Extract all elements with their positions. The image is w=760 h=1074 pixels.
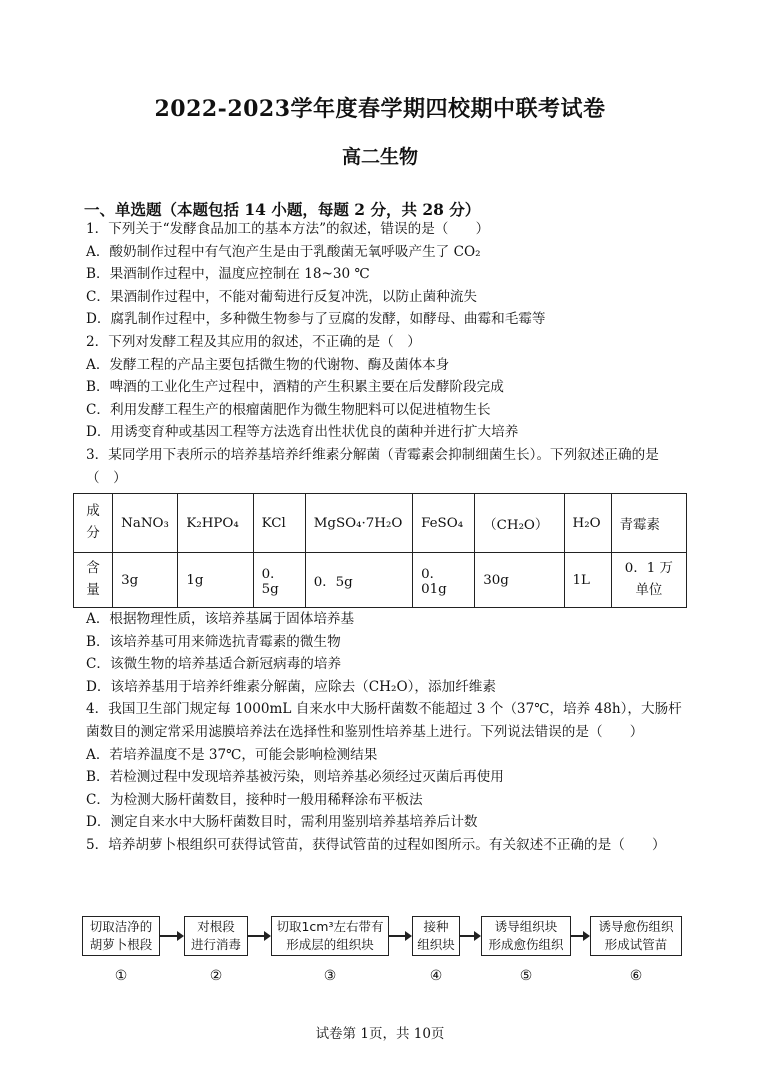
question-block-3-5 — [86, 608, 692, 857]
table-cell: 含量 — [74, 553, 113, 608]
question-3-stem-block — [86, 444, 692, 489]
flow-step-6: 诱导愈伤组织 形成试管苗 — [590, 916, 682, 956]
q4-option-d: D．测定自来水中大肠杆菌数目时，需利用鉴别培养基培养后计数 — [86, 814, 478, 831]
question-2-stem: 2．下列对发酵工程及其应用的叙述，不正确的是（ ） — [86, 333, 421, 350]
q1-option-c: C．果酒制作过程中，不能对葡萄进行反复冲洗，以防止菌种流失 — [86, 288, 478, 305]
q4-option-c: C．为检测大肠杆菌数目，接种时一般用稀释涂布平板法 — [86, 791, 423, 808]
q2-option-c: C．利用发酵工程生产的根瘤菌肥作为微生物肥料可以促进植物生长 — [86, 401, 491, 418]
q3-option-d: D．该培养基用于培养纤维素分解菌，应除去（CH₂O），添加纤维素 — [86, 678, 496, 695]
step-number: ③ — [323, 968, 337, 984]
step-number: ② — [209, 968, 223, 984]
step-number: ① — [114, 968, 128, 984]
section-heading: 一、单选题（本题包括 14 小题，每题 2 分，共 28 分） — [84, 200, 481, 219]
table-cell: 0．5g — [305, 553, 412, 608]
q1-option-b: B．果酒制作过程中，温度应控制在 18~30 ℃ — [86, 266, 370, 283]
q1-option-a: A．酸奶制作过程中有气泡产生是由于乳酸菌无氧呼吸产生了 CO₂ — [86, 243, 481, 260]
q4-option-a: A．若培养温度不是 37℃，可能会影响检测结果 — [86, 746, 378, 763]
flow-step-1: 切取洁净的 胡萝卜根段 — [82, 916, 160, 956]
q2-option-b: B．啤酒的工业化生产过程中，酒精的产生积累主要在后发酵阶段完成 — [86, 379, 504, 396]
table-cell: 青霉素 — [611, 494, 686, 553]
q4-option-b: B．若检测过程中发现培养基被污染，则培养基必须经过灭菌后再使用 — [86, 769, 504, 786]
exam-title: 2022-2023学年度春学期四校期中联考试卷 — [154, 96, 606, 122]
table-cell: H₂O — [564, 494, 611, 553]
flow-step-4: 接种 组织块 — [412, 916, 460, 956]
tissue-culture-flowchart — [82, 916, 682, 996]
table-cell: 0．01g — [413, 553, 475, 608]
question-4-stem: 4．我国卫生部门规定每 1000mL 自来水中大肠杆菌数不能超过 3 个（37℃，培养 48h），大肠杆菌数目的测定常采用滤膜培养法在选择性和鉴别性培养基上进行。下列说法错误的是（ ） — [86, 701, 682, 740]
table-cell: 30g — [475, 553, 564, 608]
table-cell: KCl — [253, 494, 305, 553]
q2-option-d: D．用诱变育种或基因工程等方法选育出性状优良的菌种并进行扩大培养 — [86, 424, 519, 441]
question-5-stem: 5．培养胡萝卜根组织可获得试管苗，获得试管苗的过程如图所示。有关叙述不正确的是（ ） — [86, 836, 666, 853]
flow-step-2: 对根段 进行消毒 — [184, 916, 248, 956]
question-1-stem: 1．下列关于“发酵食品加工的基本方法”的叙述，错误的是（ ） — [86, 221, 490, 237]
table-cell: K₂HPO₄ — [178, 494, 253, 553]
q3-option-a: A．根据物理性质，该培养基属于固体培养基 — [86, 611, 355, 627]
table-cell: 1g — [178, 553, 253, 608]
question-block-1-2 — [86, 218, 686, 444]
table-cell: 0．1 万单位 — [611, 553, 686, 608]
arrow-icon — [160, 935, 182, 937]
question-3-stem: 3．某同学用下表所示的培养基培养纤维素分解菌（青霉素会抑制细菌生长）。下列叙述正确的是（ ） — [86, 447, 659, 486]
arrow-icon — [248, 935, 269, 937]
q2-option-a: A．发酵工程的产品主要包括微生物的代谢物、酶及菌体本身 — [86, 356, 450, 373]
step-number: ⑥ — [629, 968, 643, 984]
table-row — [74, 494, 687, 553]
table-cell: MgSO₄·7H₂O — [305, 494, 412, 553]
arrow-icon — [389, 935, 410, 937]
q3-option-b: B．该培养基可用来筛选抗青霉素的微生物 — [86, 633, 341, 650]
page-footer: 试卷第 1页，共 10页 — [315, 1026, 445, 1042]
step-number: ④ — [429, 968, 443, 984]
table-cell: NaNO₃ — [113, 494, 178, 553]
q1-option-d: D．腐乳制作过程中，多种微生物参与了豆腐的发酵，如酵母、曲霉和毛霉等 — [86, 311, 546, 328]
flow-step-3: 切取1cm³左右带有 形成层的组织块 — [271, 916, 389, 956]
table-row — [74, 553, 687, 608]
table-cell: 1L — [564, 553, 611, 608]
table-cell: （CH₂O） — [475, 494, 564, 553]
arrow-icon — [460, 935, 479, 937]
step-number: ⑤ — [519, 968, 533, 984]
table-cell: 成分 — [74, 494, 113, 553]
table-cell: FeSO₄ — [413, 494, 475, 553]
table-cell: 3g — [113, 553, 178, 608]
culture-medium-table — [73, 493, 687, 608]
arrow-icon — [571, 935, 588, 937]
flow-step-5: 诱导组织块 形成愈伤组织 — [481, 916, 571, 956]
table-cell: 0．5g — [253, 553, 305, 608]
q3-option-c: C．该微生物的培养基适合新冠病毒的培养 — [86, 656, 342, 673]
subject-title: 高二生物 — [341, 146, 418, 168]
